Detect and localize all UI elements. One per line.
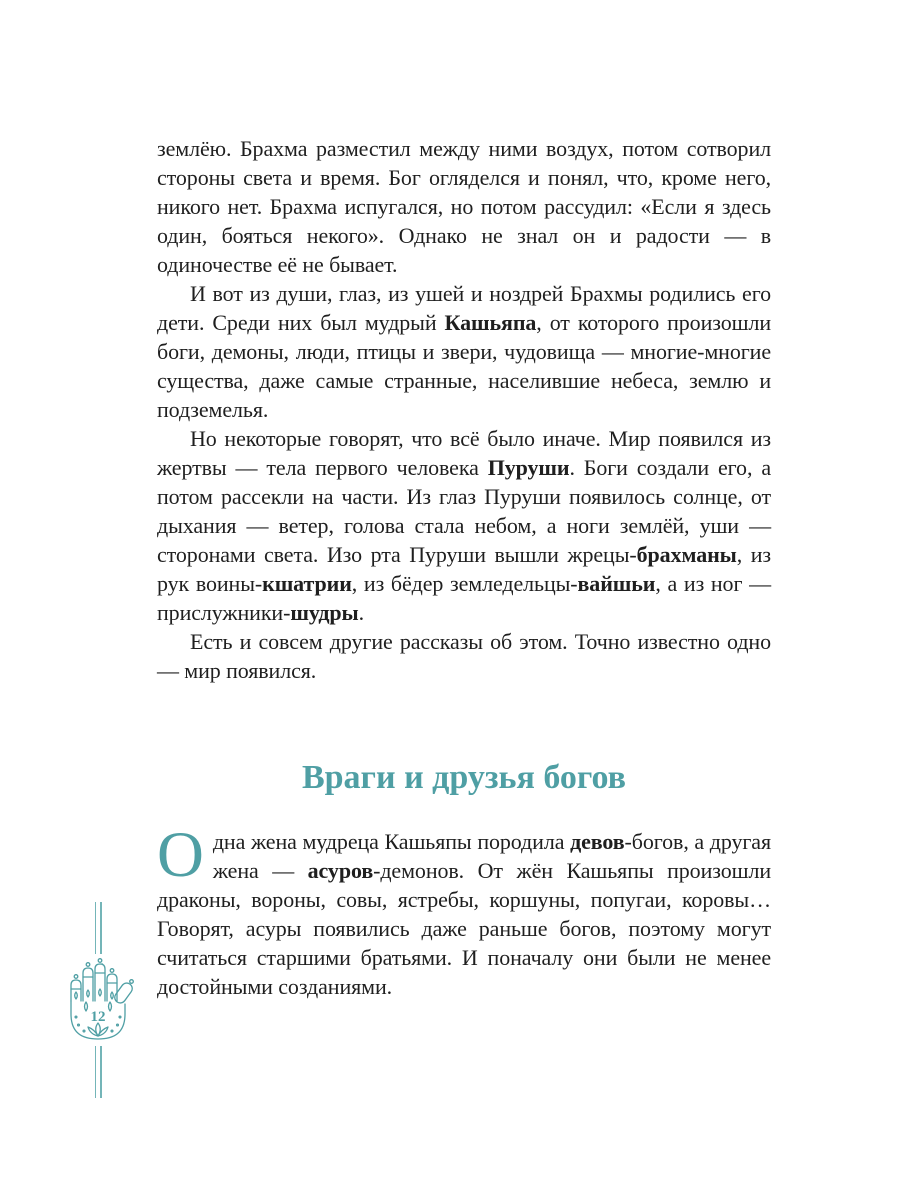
divider-lines-bottom xyxy=(95,1046,102,1098)
page-margin-ornament xyxy=(58,902,138,1098)
text-segment: шудры xyxy=(290,600,359,625)
divider-line xyxy=(100,1046,102,1098)
paragraphs-section xyxy=(157,819,771,1001)
text-segment: , из бёдер земледельцы- xyxy=(351,571,578,596)
hamsa-hand-icon xyxy=(58,957,138,1043)
hamsa-thumb xyxy=(113,981,135,1005)
divider-line xyxy=(95,902,97,954)
divider-line xyxy=(95,1046,97,1098)
text-segment: кшатрии xyxy=(262,571,352,596)
text-segment: . Боги создали его, а потом рассекли на части. Из глаз Пуруши появилось солнце, от дыхания — ветер, голова стала небом, а ноги землёй, уши — сторонами света. Изо рта Пуруши вышли жрецы- xyxy=(157,455,771,567)
text-column xyxy=(157,134,771,1001)
section-heading: Враги и друзья богов xyxy=(301,759,627,796)
text-segment: , а из ног — прислужники- xyxy=(157,571,772,625)
text-segment: Есть и совсем другие рассказы об этом. Точно известно одно — мир появился. xyxy=(157,629,771,683)
paragraph xyxy=(157,819,771,1001)
text-segment: вайшьи xyxy=(577,571,656,596)
page-number: 12 xyxy=(90,1009,106,1025)
text-segment: дна жена мудреца Кашьяпы породила xyxy=(212,829,571,854)
divider-line xyxy=(100,902,102,954)
drop-cap: О xyxy=(157,819,204,891)
text-segment: , из рук воины- xyxy=(157,542,771,596)
text-segment: Кашьяпа xyxy=(444,310,537,335)
text-segment: , от которого произошли боги, демоны, люди, птицы и звери, чудовища — многие-многие существа, даже самые странные, населившие небеса, землю и подземелья. xyxy=(157,310,771,422)
text-segment: -демонов. От жён Кашьяпы произошли драконы, вороны, совы, ястребы, коршуны, попугаи, коровы… Говорят, асуры появились даже раньше богов, поэтому могут считаться старшими братьями. И поначалу они были не менее достойными созданиями. xyxy=(157,858,771,999)
text-segment: -богов, а другая жена — xyxy=(212,829,771,883)
text-segment: асуров xyxy=(307,858,374,883)
paragraph xyxy=(157,134,771,279)
text-segment: Пуруши xyxy=(487,455,570,480)
text-segment: . xyxy=(358,600,364,625)
paragraph xyxy=(157,627,771,685)
paragraph xyxy=(157,424,771,627)
text-segment: землёю. Брахма разместил между ними воздух, потом сотворил стороны света и время. Бог огляделся и понял, что, кроме него, никого нет. Брахма испугался, но потом рассудил: «Если я здесь один, бояться некого». Однако не знал он и радости — в одиночестве её не бывает. xyxy=(157,136,771,277)
paragraphs-top xyxy=(157,134,771,685)
divider-lines-top xyxy=(95,902,102,954)
paragraph xyxy=(157,279,771,424)
text-segment: Но некоторые говорят, что всё было иначе. Мир появился из жертвы — тела первого человека xyxy=(157,426,771,480)
text-segment: брахманы xyxy=(636,542,737,567)
text-segment: И вот из души, глаз, из ушей и ноздрей Брахмы родились его дети. Среди них был мудрый xyxy=(157,281,771,335)
hamsa-finger xyxy=(107,974,117,1001)
text-segment: девов xyxy=(570,829,625,854)
